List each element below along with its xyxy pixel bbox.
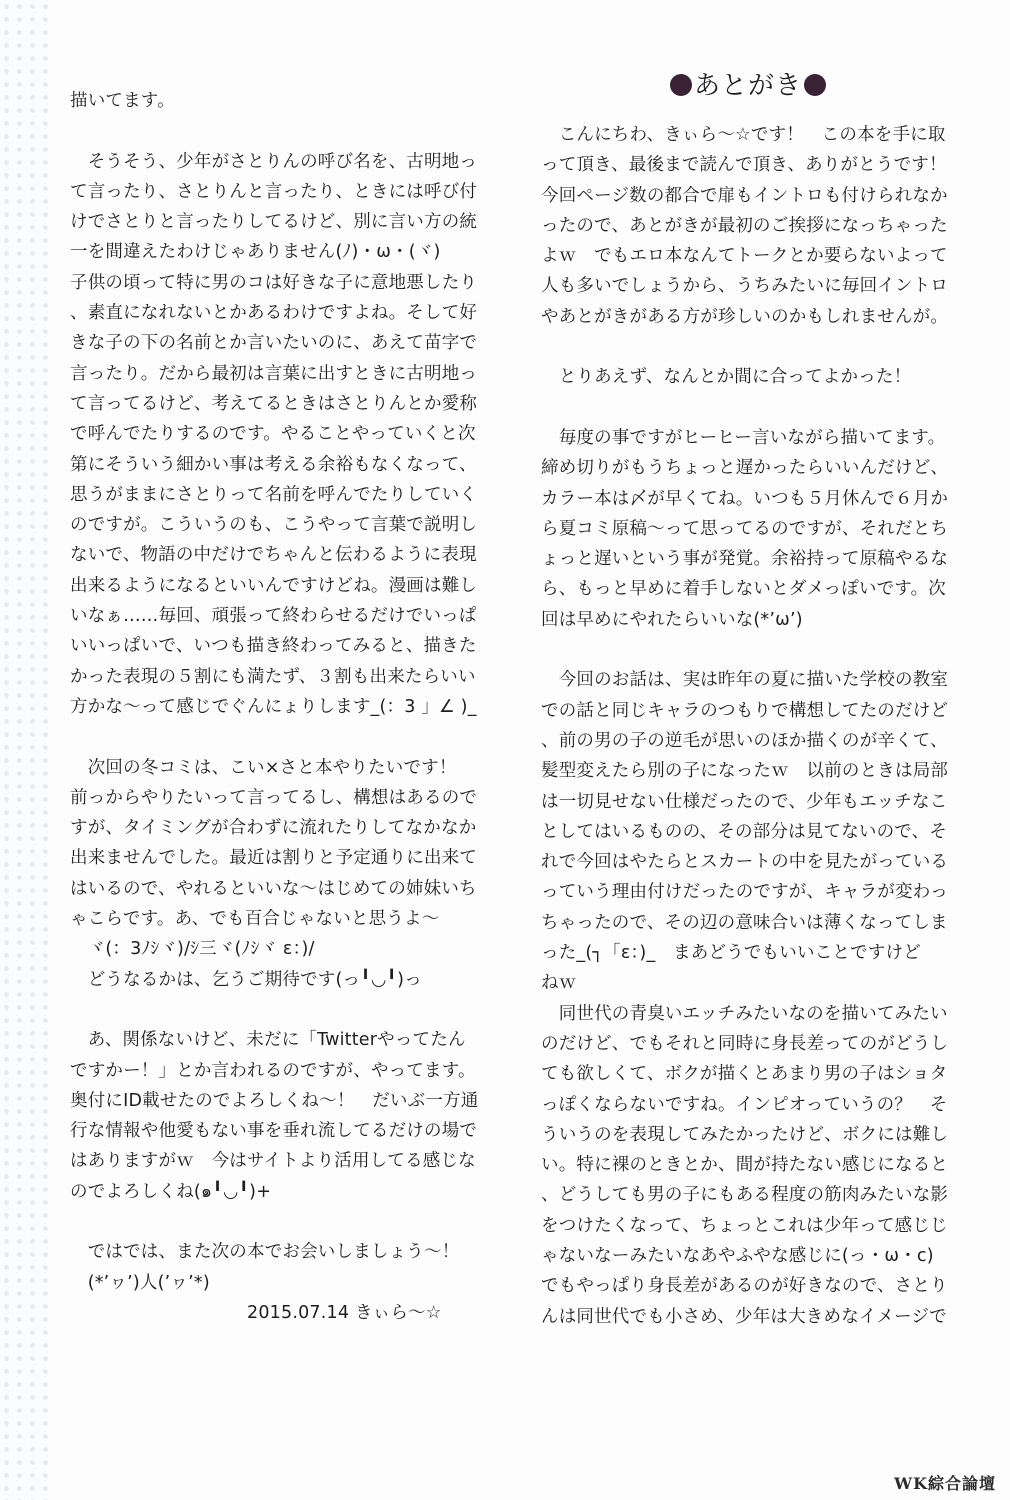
text-line: ういうのを表現してみたかったけど、ボクには難し xyxy=(541,1124,949,1145)
left-text-column xyxy=(70,86,510,1328)
text-line: 思うがままにさとりって名前を呼んでたりしていく xyxy=(70,484,478,505)
text-line xyxy=(70,116,510,146)
text-line: 、前の男の子の逆毛が思いのほか描くのが辛くて、 xyxy=(541,730,948,751)
text-line: 2015.07.14 きぃら～☆ xyxy=(70,1302,442,1323)
text-line: のでよろしくね(๑╹◡╹)+ xyxy=(70,1181,272,1202)
text-line: (*’ヮ’)人(’ヮ’*) xyxy=(70,1272,210,1293)
text-line xyxy=(541,332,981,362)
text-line: っていう理由付けだったのですが、キャラが変わっ xyxy=(541,882,948,903)
bullet-dot-right xyxy=(804,74,826,96)
text-line: ねｗ xyxy=(541,973,577,994)
text-line: って頂き、最後まで読んで頂き、ありがとうです！ xyxy=(541,155,947,176)
bullet-dot-left xyxy=(670,74,692,96)
text-line: ょっと遅いという事が発覚。余裕持って原稿やるな xyxy=(541,549,949,570)
text-line: 次回の冬コミは、こい×さと本やりたいです！ xyxy=(70,757,457,778)
text-line: こんにちわ、きぃら～☆です！ この本を手に取 xyxy=(541,125,946,145)
text-line: ないで、物語の中だけでちゃんと伝わるように表現 xyxy=(70,545,477,566)
text-line: 同世代の青臭いエッチみたいなのを描いてみたい xyxy=(541,1003,948,1024)
text-line: で呼んでたりするのです。やることやっていくと次 xyxy=(70,424,476,445)
text-line: 一を間違えたわけじゃありません(ﾉ)・ω・(ヾ) xyxy=(70,242,441,263)
text-line: いいっぱいで、いつも描き終わってみると、描きた xyxy=(70,636,477,657)
text-line: ゃこらです。あ、でも百合じゃないと思うよ～ xyxy=(70,909,440,930)
text-line: 奥付にID載せたのでよろしくね～！ だいぶ一方通 xyxy=(70,1090,479,1111)
text-line: 行な情報や他愛もない事を垂れ流してるだけの場で xyxy=(70,1121,478,1142)
text-line: 、どうしても男の子にもある程度の筋肉みたいな影 xyxy=(541,1185,949,1206)
text-line: ではでは、また次の本でお会いしましょう～！ xyxy=(70,1242,460,1263)
text-line: でもやっぱり身長差があるのが好きなので、さとり xyxy=(541,1276,948,1297)
text-line: て言ったり、さとりんと言ったり、ときには呼び付 xyxy=(70,181,478,202)
text-line: 回は早めにやれたらいいな(*’ω’) xyxy=(541,609,803,630)
text-line: 第にそういう細かい事は考える余裕もなくなって、 xyxy=(70,454,477,475)
text-line: ですかー！」とか言われるのですが、やってます。 xyxy=(70,1060,476,1081)
text-line: った_(┐「ε：)_ まあどうでもいいことですけど xyxy=(541,943,921,964)
text-line: 今回ページ数の都合で扉もイントロも付けられなか xyxy=(541,185,948,206)
text-line: としてはいるものの、その部分は見てないので、そ xyxy=(541,821,948,842)
text-line: ゃないなーみたいなあやふやな感じに(っ・ω・c) xyxy=(541,1245,934,1266)
text-line: ったので、あとがきが最初のご挨拶になっちゃった xyxy=(541,215,948,236)
text-line xyxy=(70,995,510,1025)
text-line: どうなるかは、乞うご期待です(っ╹◡╹)っ xyxy=(70,969,422,990)
text-line: よｗ でもエロ本なんてトークとか要らないよって xyxy=(541,246,948,267)
text-line: 出来ませんでした。最近は割りと予定通りに出来て xyxy=(70,848,478,869)
text-line: いなぁ……毎回、頑張って終わらせるだけでいっぱ xyxy=(70,606,477,627)
text-line xyxy=(541,393,981,423)
text-line xyxy=(541,635,981,665)
text-line: とりあえず、なんとか間に合ってよかった！ xyxy=(541,367,912,388)
text-line: 人も多いでしょうから、うちみたいに毎回イントロ xyxy=(541,276,949,297)
text-line: は一切見せない仕様だったので、少年もエッチなこ xyxy=(541,791,948,812)
text-line: すが、タイミングが合わずに流れたりしてなかなか xyxy=(70,818,477,839)
text-line: 出来るようになるといいんですけどね。漫画は難し xyxy=(70,575,478,596)
text-line: 子供の頃って特に男のコは好きな子に意地悪したり xyxy=(70,272,478,293)
text-line: 締め切りがもうちょっと遅かったらいいんだけど、 xyxy=(541,458,949,479)
text-line: 今回のお話は、実は昨年の夏に描いた学校の教室 xyxy=(541,670,949,691)
text-line: 毎度の事ですがヒーヒー言いながら描いてます。 xyxy=(541,427,946,448)
text-line: ちゃったので、その辺の意味合いは薄くなってしま xyxy=(541,912,948,933)
text-line: あ、関係ないけど、未だに「Twitterやってたん xyxy=(70,1030,466,1051)
text-line: 、素直になれないとかあるわけですよね。そして好 xyxy=(70,303,478,324)
text-line: ら夏コミ原稿～って思ってるのですが、それだとち xyxy=(541,518,949,539)
text-line xyxy=(70,1207,510,1237)
text-line: のですが。こういうのも、こうやって言葉で説明し xyxy=(70,515,478,536)
text-line: はありますがｗ 今はサイトより活用してる感じな xyxy=(70,1151,476,1172)
text-line: そうそう、少年がさとりんの呼び名を、古明地っ xyxy=(70,151,478,172)
text-line: れで今回はやたらとスカートの中を見たがっている xyxy=(541,852,949,873)
text-line: っぽくならないですね。インピオっていうの？ そ xyxy=(541,1094,948,1115)
text-line: ても欲しくて、ボクが描くとあまり男の子はショタ xyxy=(541,1064,948,1085)
text-line: カラー本は〆が早くてね。いつも５月休んで６月か xyxy=(541,488,949,509)
text-line: ら、もっと早めに着手しないとダメっぽいです。次 xyxy=(541,579,946,600)
text-line: での話と同じキャラのつもりで構想してたのだけど xyxy=(541,700,949,721)
text-line: て言ってるけど、考えてるときはさとりんとか愛称 xyxy=(70,393,478,414)
text-line: 前っからやりたいって言ってるし、構想はあるので xyxy=(70,787,478,808)
text-line: やあとがきがある方が珍しいのかもしれませんが。 xyxy=(541,306,949,327)
text-line: かった表現の５割にも満たず、３割も出来たらいい xyxy=(70,666,476,687)
text-line: はいるので、やれるといいな～はじめての姉妹いち xyxy=(70,878,477,899)
text-line: きな子の下の名前とか言いたいのに、あえて苗字で xyxy=(70,333,478,354)
afterword-heading xyxy=(668,66,828,106)
forum-watermark: WK綜合論壇 xyxy=(894,1474,996,1493)
text-line: ヾ(：3ﾉｼヾ)/ｼ三ヾ(ﾉｼヾ ε：)/ xyxy=(70,939,315,960)
text-line: 方かな～って感じでぐんにょりします_(：3 」∠ )_ xyxy=(70,696,477,717)
text-line: い。特に裸のときとか、間が持たない感じになると xyxy=(541,1155,949,1176)
text-line: 髪型変えたら別の子になったｗ 以前のときは局部 xyxy=(541,761,949,782)
text-line: 言ったり。だから最初は言葉に出すときに古明地っ xyxy=(70,363,478,384)
right-text-column xyxy=(541,120,981,1332)
text-line xyxy=(70,722,510,752)
text-line: のだけど、でもそれと同時に身長差ってのがどうし xyxy=(541,1033,949,1054)
text-line: けでさとりと言ったりしてるけど、別に言い方の統 xyxy=(70,212,478,233)
afterword-heading-text: あとがき xyxy=(694,71,803,101)
text-line: をつけたくなって、ちょっとこれは少年って感じじ xyxy=(541,1215,948,1236)
text-line: んは同世代でも小さめ、少年は大きめなイメージで xyxy=(541,1306,947,1327)
text-line: 描いてます。 xyxy=(70,91,175,111)
